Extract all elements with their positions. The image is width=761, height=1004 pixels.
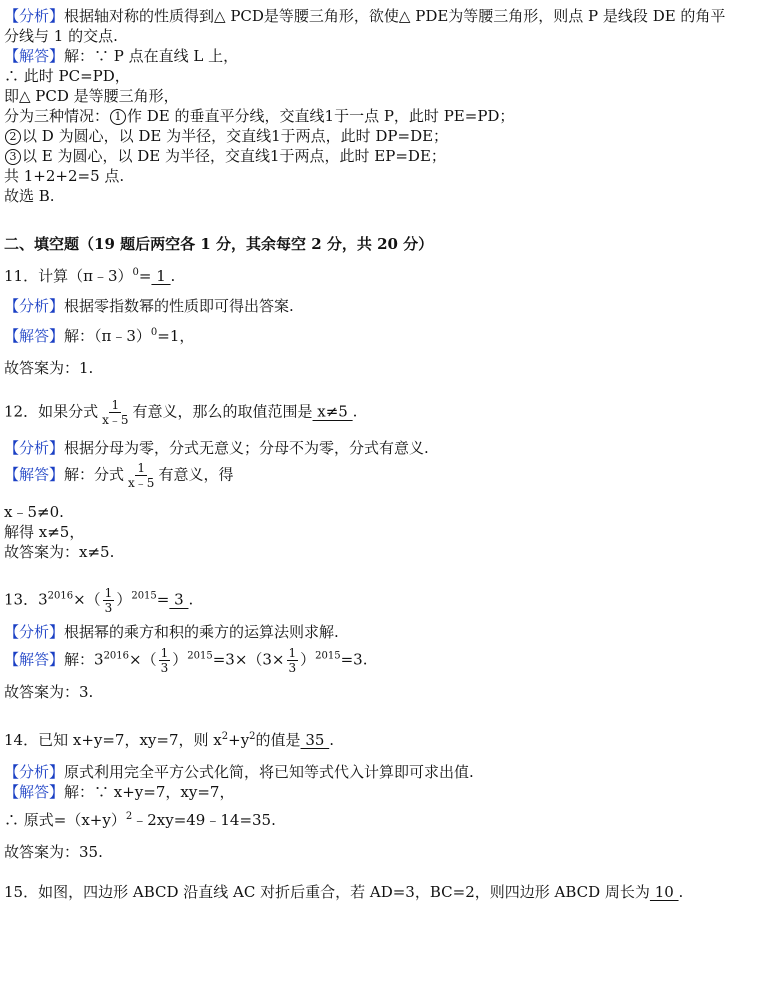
case-2-text: 以 D 为圆心，以 DE 为半径，交直线1于两点，此时 DP=DE； [22, 127, 449, 145]
q11-end: . [170, 267, 176, 285]
q13-answer-end: =3. [340, 650, 368, 669]
case-1-text: 作 DE 的垂直平分线，交直线1于一点 P，此时 PE=PD； [127, 107, 515, 125]
q13-answer-base: 解：3 [64, 650, 104, 669]
q13-final: 故答案为：3. [4, 683, 94, 701]
q14-analysis-text: 原式利用完全平方公式化简，将已知等式代入计算即可求出值. [64, 763, 474, 781]
circled-number-2: 2 [5, 129, 21, 145]
q12-final: 故答案为：x≠5. [4, 543, 115, 561]
q13-close-paren: ） [116, 590, 132, 609]
q15-stem [4, 882, 683, 902]
q12-answer-post: 有意义，得 [158, 465, 234, 484]
q14-stem-post: 的值是 [255, 731, 301, 749]
q14-stem [4, 730, 334, 750]
q13-answer-close-2: ） [300, 650, 316, 669]
analysis-tag: 【分析】 [4, 623, 65, 641]
q12-line-1: x﹣5≠0. [4, 503, 64, 521]
prev-answer-text: 解：∵ P 点在直线 L 上， [64, 47, 239, 65]
prev-analysis-cont: 分线与 1 的交点. [4, 27, 118, 45]
analysis-tag: 【分析】 [4, 763, 65, 781]
case-3-text: 以 E 为圆心，以 DE 为半径，交直线1于两点，此时 EP=DE； [22, 147, 446, 165]
q14-line-2 [4, 810, 276, 830]
q12-analysis-text: 根据分母为零，分式无意义；分母不为零，分式有意义. [64, 439, 429, 457]
q13-answer-exponent-1: 2016 [103, 650, 130, 662]
q13-answer-numerator-2: 1 [288, 646, 297, 660]
q12-fraction-numerator: 1 [111, 398, 120, 412]
q14-answer [4, 782, 234, 802]
q13-answer-numerator: 1 [160, 646, 169, 660]
answer-tag: 【解答】 [4, 650, 65, 669]
q14-final: 故答案为：35. [4, 843, 103, 861]
q15-answer-blank: 10 [649, 883, 679, 901]
prev-answer-line-5 [4, 126, 448, 146]
prev-answer-line-4 [4, 106, 514, 126]
q13-times: ×（ [73, 590, 101, 609]
q11-exponent: 0 [132, 267, 139, 278]
q11-answer [4, 326, 194, 346]
q11-final: 故答案为：1. [4, 359, 94, 377]
q13-answer [4, 646, 368, 675]
prev-analysis-text: 根据轴对称的性质得到△ PCD是等腰三角形，欲使△ PDE为等腰三角形，则点 P 是线段 DE 的角平 [64, 7, 726, 25]
q14-stem-pre: 14．已知 x+y=7，xy=7，则 x [4, 731, 222, 749]
analysis-tag: 【分析】 [4, 297, 65, 315]
q13-answer-denominator: 3 [160, 661, 169, 675]
q11-answer-pre: 解：（π﹣3） [64, 327, 151, 345]
q13-answer-mid: =3×（3× [212, 650, 285, 669]
prev-answer-line [4, 46, 238, 66]
prev-answer-line-2: ∴ 此时 PC=PD， [4, 67, 130, 85]
q13-answer-times: ×（ [129, 650, 157, 669]
prev-answer-line-8: 故选 B. [4, 187, 55, 205]
q12-stem-pre: 12．如果分式 [4, 402, 99, 421]
q13-answer-close: ） [172, 650, 188, 669]
q12-analysis [4, 438, 429, 458]
q14-plus: +y [228, 731, 250, 749]
q11-equals: = [138, 267, 152, 285]
q13-answer-fraction [159, 646, 171, 675]
q13-equals: = [156, 590, 170, 609]
q11-answer-blank: 1 [151, 267, 171, 285]
prev-answer-line-7: 共 1+2+2=5 点. [4, 167, 125, 185]
q14-line-2-exponent: 2 [125, 811, 133, 822]
q12-fraction-denominator: x﹣5 [102, 413, 129, 427]
q12-line-2: 解得 x≠5， [4, 523, 85, 541]
q11-stem-text: 11．计算（π﹣3） [4, 267, 133, 285]
q12-answer-denominator: x﹣5 [128, 476, 155, 490]
analysis-tag: 【分析】 [4, 7, 65, 25]
answer-tag: 【解答】 [4, 465, 65, 484]
q14-answer-blank: 35 [300, 731, 330, 749]
q11-analysis-text: 根据零指数幂的性质即可得出答案. [64, 297, 294, 315]
q11-answer-exponent: 0 [150, 327, 158, 338]
prev-answer-line-6 [4, 146, 446, 166]
circled-number-3: 3 [5, 149, 21, 165]
prev-answer-line-3: 即△ PCD 是等腰三角形， [4, 87, 179, 105]
q13-answer-fraction-2 [287, 646, 299, 675]
q13-answer-denominator-2: 3 [288, 661, 297, 675]
q14-line-2-post: ﹣2xy=49﹣14=35. [132, 811, 276, 829]
q12-stem [4, 398, 357, 427]
section-heading: 二、填空题（19 题后两空各 1 分，其余每空 2 分，共 20 分） [4, 235, 434, 253]
q13-exponent-2: 2015 [131, 590, 157, 602]
q15-end: . [678, 883, 684, 901]
q13-analysis [4, 622, 339, 642]
q14-analysis [4, 762, 474, 782]
q13-number-base: 13．3 [4, 590, 48, 609]
q13-answer-exponent-3: 2015 [315, 650, 341, 662]
q11-stem [4, 266, 175, 286]
q13-analysis-text: 根据幂的乘方和积的乘方的运算法则求解. [64, 623, 339, 641]
analysis-tag: 【分析】 [4, 439, 65, 457]
q12-answer-fraction [126, 461, 156, 490]
q13-fraction [103, 586, 115, 615]
q11-answer-post: =1， [157, 327, 195, 345]
answer-tag: 【解答】 [4, 327, 65, 345]
prev-analysis-line [4, 6, 725, 26]
q13-stem [4, 586, 193, 615]
q14-line-2-pre: ∴ 原式=（x+y） [4, 811, 126, 829]
cases-intro: 分为三种情况： [4, 107, 110, 125]
q12-stem-post: 有意义，那么的取值范围是 [132, 402, 313, 421]
q13-end: . [188, 590, 194, 609]
q13-answer-exponent-2: 2015 [187, 650, 213, 662]
q15-stem-text: 15．如图，四边形 ABCD 沿直线 AC 对折后重合，若 AD=3，BC=2，则四边形 ABCD 周长为 [4, 883, 650, 901]
q14-exponent-1: 2 [221, 731, 229, 742]
q13-fraction-numerator: 1 [104, 586, 113, 600]
q12-answer-numerator: 1 [137, 461, 146, 475]
q13-fraction-denominator: 3 [104, 601, 113, 615]
q12-answer [4, 461, 233, 490]
q14-exponent-2: 2 [249, 731, 256, 742]
answer-tag: 【解答】 [4, 783, 65, 801]
q14-end: . [329, 731, 334, 749]
circled-number-1: 1 [110, 109, 126, 125]
answer-tag: 【解答】 [4, 47, 65, 65]
q12-fraction [100, 398, 130, 427]
q14-answer-text: 解：∵ x+y=7，xy=7， [64, 783, 235, 801]
q12-answer-blank: x≠5 [312, 402, 353, 421]
q13-answer-blank: 3 [169, 590, 189, 609]
q13-exponent-1: 2016 [47, 590, 74, 602]
q12-answer-pre: 解：分式 [64, 465, 125, 484]
q11-analysis [4, 296, 294, 316]
q12-end: . [352, 402, 358, 421]
